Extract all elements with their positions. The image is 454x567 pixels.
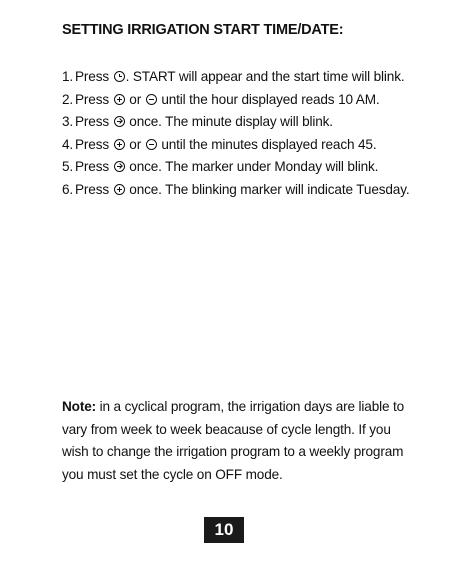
step-text: Press (75, 91, 109, 107)
minus-button-icon (146, 94, 157, 105)
plus-button-icon (114, 139, 125, 150)
step-number: 3. (62, 114, 74, 130)
step-number: 6. (62, 181, 74, 197)
step-number: 1. (62, 69, 74, 84)
step-text: Press (75, 136, 109, 152)
plus-button-icon (114, 184, 125, 195)
step-text: Press (75, 114, 109, 130)
next-arrow-button-icon (114, 116, 125, 127)
step-text: once. The minute display will blink. (129, 114, 333, 130)
step-number: 4. (62, 136, 74, 152)
step-text: until the minutes displayed reach 45. (161, 136, 377, 152)
page-number: 10 (204, 517, 244, 543)
minus-button-icon (146, 139, 157, 150)
step-number: 5. (62, 159, 74, 175)
note-label: Note: (62, 399, 96, 414)
section-heading: SETTING IRRIGATION START TIME/DATE: (62, 22, 344, 38)
step-number: 2. (62, 91, 74, 107)
step-item (62, 179, 422, 202)
step-item (62, 89, 422, 112)
steps-list (62, 66, 422, 202)
step-text: or (129, 91, 142, 107)
step-item (62, 111, 422, 134)
step-text: . START will appear and the start time will blink. (125, 69, 405, 84)
note-paragraph (62, 396, 407, 486)
clock-button-icon (114, 71, 125, 82)
step-text: Press (75, 159, 109, 175)
step-item (62, 156, 422, 179)
plus-button-icon (114, 94, 125, 105)
note-text: in a cyclical program, the irrigation days are liable to vary from week to week beacause of cycle length. If you wish to change the irrigation program to a weekly program you must set the cycle on OFF mode. (62, 399, 405, 482)
step-item (62, 134, 422, 157)
step-text: Press (75, 181, 109, 197)
step-text: until the hour displayed reads 10 AM. (161, 91, 380, 107)
step-text: or (129, 136, 142, 152)
step-item (62, 66, 422, 89)
step-text: Press (75, 69, 109, 84)
step-text: once. The marker under Monday will blink. (129, 159, 379, 175)
step-text: once. The blinking marker will indicate Tuesday. (129, 181, 410, 197)
next-arrow-button-icon (114, 161, 125, 172)
